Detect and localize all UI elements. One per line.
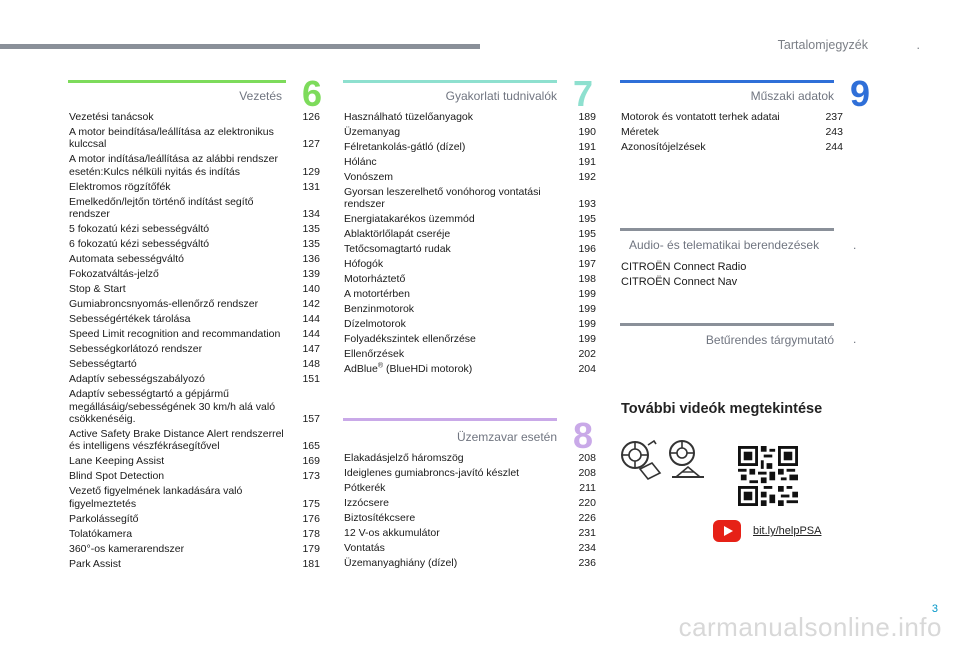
toc-entry[interactable] <box>69 238 320 250</box>
toc-entry[interactable] <box>69 268 320 280</box>
toc-vezetes <box>69 111 320 573</box>
page-header-title: Tartalomjegyzék <box>777 38 868 52</box>
toc-entry-title: Félretankolás-gátló (dízel) <box>344 141 466 153</box>
toc-entry[interactable] <box>344 111 596 123</box>
toc-entry-title: Üzemanyag <box>344 126 401 138</box>
toc-entry-page: 195 <box>578 228 596 241</box>
toc-entry[interactable] <box>344 467 596 479</box>
toc-entry-page: 243 <box>825 126 843 138</box>
section-audio-header <box>620 228 876 258</box>
toc-entry-page: 134 <box>302 208 320 221</box>
section-number: 7 <box>572 73 593 114</box>
toc-entry[interactable] <box>69 558 320 570</box>
toc-entry-title: Tolatókamera <box>69 527 133 540</box>
toc-entry-title: Ablaktörlőlapát cseréje <box>344 228 451 241</box>
page-number: 3 <box>931 603 938 615</box>
toc-entry-title: CITROËN Connect Radio <box>621 261 747 273</box>
toc-entry-page: 135 <box>302 223 320 236</box>
toc-entry-page: 234 <box>578 542 596 554</box>
toc-entry-page: 127 <box>302 138 320 151</box>
toc-entry[interactable] <box>621 111 843 123</box>
watermark-text: carmanualsonline.info <box>678 612 942 642</box>
toc-entry-page: 157 <box>302 413 320 426</box>
toc-entry-page: 195 <box>578 213 596 226</box>
toc-entry-title: Izzócsere <box>344 497 389 509</box>
toc-entry-page: 193 <box>578 198 596 211</box>
toc-gyakorlati <box>344 111 596 378</box>
toc-entry[interactable] <box>69 153 320 178</box>
toc-entry-title: Speed Limit recognition and recommandation <box>69 328 281 341</box>
toc-entry-page: 197 <box>578 258 596 271</box>
toc-entry-title: Használható tüzelőanyagok <box>344 111 474 123</box>
toc-entry-title: Tetőcsomagtartó rudak <box>344 243 451 256</box>
toc-entry-page: 204 <box>578 363 596 376</box>
section-number: 6 <box>301 73 322 114</box>
videos-heading: További videók megtekintése <box>621 401 823 417</box>
toc-entry-page: 211 <box>579 482 596 494</box>
toc-entry[interactable] <box>69 343 320 355</box>
section-index-dot: . <box>853 332 857 346</box>
toc-entry-page: 202 <box>578 348 596 361</box>
toc-entry-title: 6 fokozatú kézi sebességváltó <box>69 238 210 251</box>
toc-entry-page: 199 <box>578 303 596 316</box>
toc-entry-title: Sebességértékek tárolása <box>69 313 191 326</box>
toc-entry[interactable] <box>69 328 320 340</box>
toc-entry-title: Gumiabroncsnyomás-ellenőrző rendszer <box>69 298 259 311</box>
toc-entry-title: A motor indítása/leállítása az alábbi rendszer esetén:Kulcs nélküli nyitás és indítás <box>69 153 278 178</box>
toc-entry[interactable] <box>344 303 596 315</box>
toc-entry-title: Ellenőrzések <box>344 348 405 361</box>
toc-entry[interactable] <box>69 196 320 221</box>
toc-entry[interactable] <box>344 228 596 240</box>
toc-entry[interactable] <box>621 276 843 288</box>
toc-entry-title: 12 V-os akkumulátor <box>344 527 440 539</box>
section-title: Audio- és telematikai berendezések <box>629 238 820 252</box>
toc-entry-page: 196 <box>578 243 596 256</box>
toc-entry[interactable] <box>69 543 320 555</box>
toc-entry-page: 190 <box>578 126 596 138</box>
toc-entry-page: 144 <box>302 313 320 326</box>
toc-entry-title: Sebességkorlátozó rendszer <box>69 343 203 356</box>
section-audio-dot: . <box>853 238 857 252</box>
toc-entry[interactable] <box>69 528 320 540</box>
toc-entry[interactable] <box>69 253 320 265</box>
toc-entry-title: A motor beindítása/leállítása az elektronikus kulccsal <box>69 126 274 151</box>
toc-entry[interactable] <box>621 126 843 138</box>
section-rule <box>620 323 834 326</box>
toc-entry[interactable] <box>344 213 596 225</box>
toc-entry-page: 147 <box>302 343 320 356</box>
toc-entry-title: Biztosítékcsere <box>344 512 416 524</box>
toc-entry-page: 192 <box>578 171 596 183</box>
section-title: Üzemzavar esetén <box>456 430 557 444</box>
youtube-icon <box>713 520 741 542</box>
toc-entry[interactable] <box>69 111 320 123</box>
toc-entry-title: AdBlue® (BlueHDi motorok) <box>344 362 473 376</box>
toc-entry-title: Motorok és vontatott terhek adatai <box>621 111 780 123</box>
toc-entry-title: Park Assist <box>69 557 121 570</box>
toc-entry-title: Lane Keeping Assist <box>69 455 165 468</box>
section-title: Gyakorlati tudnivalók <box>445 89 557 103</box>
toc-entry-page: 181 <box>302 557 320 570</box>
toc-entry-page: 126 <box>302 111 320 123</box>
toc-entry[interactable] <box>69 455 320 467</box>
toc-entry-title: Azonosítójelzések <box>621 141 706 153</box>
section-rule <box>68 80 286 83</box>
toc-entry-title: 5 fokozatú kézi sebességváltó <box>69 223 210 236</box>
section-rule <box>620 80 834 83</box>
section-number: 8 <box>572 415 593 456</box>
toc-entry[interactable] <box>344 542 596 554</box>
toc-entry[interactable] <box>344 363 596 375</box>
toc-entry-page: 135 <box>302 238 320 251</box>
help-link[interactable]: bit.ly/helpPSA <box>753 525 822 537</box>
toc-entry-title: Energiatakarékos üzemmód <box>344 213 475 226</box>
toc-entry-title: Fokozatváltás-jelző <box>69 268 159 281</box>
section-rule <box>620 228 834 231</box>
toc-entry[interactable] <box>69 513 320 525</box>
toc-entry-title: Stop & Start <box>69 283 126 296</box>
toc-entry[interactable] <box>69 428 320 453</box>
toc-entry[interactable] <box>344 141 596 153</box>
toc-entry-page: 148 <box>302 358 320 371</box>
toc-entry[interactable] <box>69 373 320 385</box>
toc-entry-title: Ideiglenes gumiabroncs-javító készlet <box>344 467 520 479</box>
toc-entry[interactable] <box>344 482 596 494</box>
toc-entry[interactable] <box>344 318 596 330</box>
toc-entry-page: 199 <box>578 288 596 301</box>
toc-entry-title: Vontatás <box>344 542 385 554</box>
toc-entry-page: 144 <box>302 328 320 341</box>
toc-entry[interactable] <box>344 258 596 270</box>
toc-entry[interactable] <box>69 388 320 425</box>
toc-entry-title: Gyorsan leszerelhető vonóhorog vontatási rendszer <box>344 186 541 211</box>
toc-entry-page: 191 <box>578 156 596 168</box>
top-progress-bar <box>0 44 480 49</box>
toc-entry-title: Elektromos rögzítőfék <box>69 180 171 193</box>
toc-entry-title: Hólánc <box>344 156 377 168</box>
toc-entry-title: Vezető figyelmének lankadására való figyelmeztetés <box>69 485 243 510</box>
toc-entry-title: Parkolássegítő <box>69 512 139 525</box>
tire-repair-icon <box>618 437 662 483</box>
toc-entry[interactable] <box>69 283 320 295</box>
toc-entry-title: CITROËN Connect Nav <box>621 276 738 288</box>
toc-entry-title: Adaptív sebességtartó a gépjármű megállásáig/sebességének 30 km/h alá való csökkenéséig. <box>69 388 276 426</box>
toc-entry[interactable] <box>69 470 320 482</box>
toc-entry-page: 175 <box>302 497 320 510</box>
toc-entry-page: 231 <box>578 527 596 539</box>
toc-entry-page: 236 <box>578 557 596 569</box>
toc-entry[interactable] <box>344 497 596 509</box>
toc-entry[interactable] <box>69 485 320 510</box>
toc-entry-title: Adaptív sebességszabályozó <box>69 373 206 386</box>
toc-entry-title: Vonószem <box>344 171 394 183</box>
toc-entry-page: 199 <box>578 333 596 346</box>
toc-entry-page: 220 <box>578 497 596 509</box>
section-uzemzavar-header <box>343 414 599 454</box>
toc-entry[interactable] <box>344 527 596 539</box>
toc-entry[interactable] <box>69 223 320 235</box>
toc-entry[interactable] <box>344 273 596 285</box>
toc-entry-page: 208 <box>578 467 596 479</box>
toc-entry-title: Vezetési tanácsok <box>69 111 154 123</box>
toc-entry[interactable] <box>344 126 596 138</box>
toc-entry[interactable] <box>621 261 843 273</box>
toc-entry-page: 199 <box>578 318 596 331</box>
toc-entry-title: Méretek <box>621 126 659 138</box>
toc-entry[interactable] <box>344 288 596 300</box>
toc-entry-title: 360°-os kamerarendszer <box>69 542 185 555</box>
jack-icon <box>668 437 708 483</box>
toc-entry[interactable] <box>69 181 320 193</box>
toc-entry-title: Sebességtartó <box>69 358 137 371</box>
toc-entry[interactable] <box>344 186 596 211</box>
toc-entry-page: 178 <box>302 527 320 540</box>
toc-entry-page: 142 <box>302 298 320 311</box>
toc-audio <box>621 261 843 291</box>
toc-muszaki <box>621 111 843 156</box>
toc-entry-title: Emelkedőn/lejtőn történő indítást segítő rendszer <box>69 195 254 221</box>
qr-code-icon <box>738 446 798 506</box>
toc-entry[interactable] <box>69 298 320 310</box>
toc-entry-page: 176 <box>302 512 320 525</box>
section-rule <box>343 418 557 421</box>
toc-entry[interactable] <box>344 452 596 464</box>
toc-uzemzavar <box>344 452 596 572</box>
toc-entry-title: Üzemanyaghiány (dízel) <box>344 557 458 569</box>
toc-entry-page: 208 <box>578 452 596 464</box>
section-vezetes-header <box>68 73 324 116</box>
toc-entry-title: A motortérben <box>344 288 410 301</box>
section-rule <box>343 80 557 83</box>
toc-entry-page: 136 <box>302 253 320 266</box>
toc-entry-title: Folyadékszintek ellenőrzése <box>344 333 476 346</box>
toc-entry[interactable] <box>344 557 596 569</box>
toc-entry-page: 189 <box>578 111 596 123</box>
section-title: Betűrendes tárgymutató <box>705 333 834 347</box>
toc-entry-title: Hófogók <box>344 258 384 271</box>
toc-entry-title: Active Safety Brake Distance Alert rendszerrel és intelligens vészfékrásegítővel <box>69 428 284 453</box>
toc-entry-title: Elakadásjelző háromszög <box>344 452 464 464</box>
toc-entry-page: 151 <box>302 373 320 386</box>
toc-entry[interactable] <box>69 358 320 370</box>
toc-entry-page: 139 <box>302 268 320 281</box>
toc-entry-page: 191 <box>578 141 596 153</box>
toc-entry[interactable] <box>69 126 320 151</box>
toc-entry-title: Dízelmotorok <box>344 318 406 331</box>
toc-entry-title: Benzinmotorok <box>344 303 415 316</box>
section-gyakorlati-header <box>343 73 599 116</box>
toc-entry[interactable] <box>344 243 596 255</box>
toc-entry[interactable] <box>344 333 596 345</box>
toc-entry-page: 237 <box>825 111 843 123</box>
toc-entry[interactable] <box>621 141 843 153</box>
toc-entry-title: Blind Spot Detection <box>69 470 165 483</box>
toc-entry-page: 198 <box>578 273 596 286</box>
toc-entry[interactable] <box>344 348 596 360</box>
section-number: 9 <box>849 73 870 114</box>
toc-entry-page: 226 <box>578 512 596 524</box>
toc-entry-title: Automata sebességváltó <box>69 253 184 266</box>
page-header-dot: . <box>916 38 920 52</box>
toc-entry-page: 179 <box>302 542 320 555</box>
toc-entry-page: 129 <box>302 165 320 178</box>
section-title: Műszaki adatok <box>750 89 834 103</box>
section-title: Vezetés <box>239 89 282 103</box>
toc-entry[interactable] <box>69 313 320 325</box>
toc-entry-title: Pótkerék <box>344 482 386 494</box>
toc-entry-title: Motorháztető <box>344 273 406 286</box>
toc-entry[interactable] <box>344 512 596 524</box>
toc-entry-page: 173 <box>302 470 320 483</box>
toc-entry-page: 244 <box>825 141 843 153</box>
toc-entry-page: 131 <box>302 180 320 193</box>
section-muszaki-header <box>620 73 876 116</box>
toc-entry[interactable] <box>344 171 596 183</box>
section-index-header <box>620 323 876 353</box>
toc-entry-page: 169 <box>302 455 320 468</box>
toc-entry[interactable] <box>344 156 596 168</box>
toc-entry-page: 165 <box>302 440 320 453</box>
toc-entry-page: 140 <box>302 283 320 296</box>
